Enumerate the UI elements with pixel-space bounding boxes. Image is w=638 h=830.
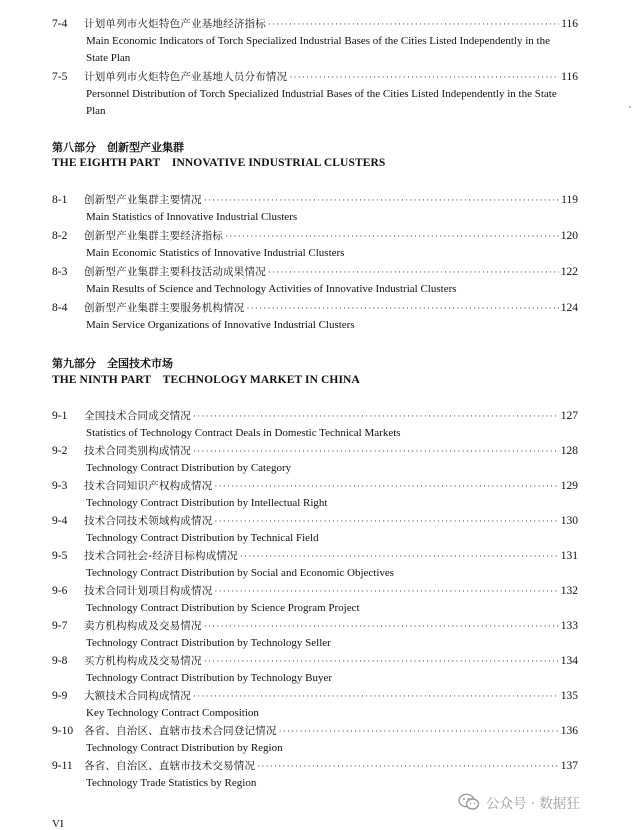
entry-number: 9-2 [52, 445, 68, 457]
watermark [458, 792, 580, 812]
entry-title-en: Technology Contract Distribution by Region [86, 742, 283, 754]
entry-number: 9-6 [52, 585, 68, 597]
entry-title-zh: 大额技术合同构成情况 [84, 690, 191, 702]
entry-title-zh: 各省、自治区、直辖市技术合同登记情况 [84, 725, 277, 737]
toc-entry-9-10[interactable] [52, 723, 578, 757]
dot-leader [279, 723, 559, 740]
toc-entry-7-5[interactable] [52, 69, 578, 120]
entry-page-number: 135 [560, 690, 578, 702]
dot-leader [240, 548, 559, 565]
entry-number: 7-5 [52, 71, 68, 83]
entry-number: 9-3 [52, 480, 68, 492]
entry-number: 8-2 [52, 230, 68, 242]
entry-title-zh: 技术合同知识产权构成情况 [84, 480, 213, 492]
toc-entry-7-4[interactable] [52, 16, 578, 67]
entry-number: 9-9 [52, 690, 68, 702]
entry-title-en: Technology Trade Statistics by Region [86, 777, 257, 789]
toc-entry-8-4[interactable] [52, 300, 578, 334]
entry-title-en: Technology Contract Distribution by Social and Economic Objectives [86, 567, 395, 579]
entry-number: 9-10 [52, 725, 74, 737]
entry-page-number: 128 [560, 445, 578, 457]
entry-title-zh: 创新型产业集群主要经济指标 [84, 230, 224, 242]
entry-title-en: Technology Contract Distribution by Technical Field [86, 532, 319, 544]
entry-page-number: 130 [560, 515, 578, 527]
toc-entry-9-2[interactable] [52, 443, 578, 477]
entry-page-number: 132 [560, 585, 578, 597]
entry-title-en: Personnel Distribution of Torch Specialized Industrial Bases of the Cities Listed Independently in the State Plan [86, 88, 557, 117]
entry-number: 8-4 [52, 302, 68, 314]
toc-entry-9-6[interactable] [52, 583, 578, 617]
entry-number: 9-11 [52, 760, 73, 772]
entry-title-zh: 全国技术合同成交情况 [84, 410, 191, 422]
part-heading-zh: 第九部分 全国技术市场 [52, 357, 173, 370]
dot-leader [268, 264, 559, 281]
toc-entry-9-1[interactable] [52, 408, 578, 442]
dot-leader [193, 688, 559, 705]
toc-entry-9-3[interactable] [52, 478, 578, 512]
toc-entry-8-1[interactable] [52, 192, 578, 226]
entry-title-zh: 计划单列市火炬特色产业基地人员分布情况 [84, 71, 288, 83]
entry-page-number: 129 [560, 480, 578, 492]
entry-page-number: 134 [560, 655, 578, 667]
entry-page-number: 122 [560, 266, 578, 278]
entry-number: 7-4 [52, 18, 68, 30]
entry-title-zh: 各省、自治区、直辖市技术交易情况 [84, 760, 256, 772]
entry-title-zh: 计划单列市火炬特色产业基地经济指标 [84, 18, 266, 30]
entry-title-en: Main Service Organizations of Innovative Industrial Clusters [86, 319, 355, 331]
entry-number: 9-8 [52, 655, 68, 667]
entry-page-number: 124 [560, 302, 578, 314]
toc-entry-9-9[interactable] [52, 688, 578, 722]
entry-page-number: 116 [561, 71, 578, 83]
entry-title-zh: 创新型产业集群主要情况 [84, 194, 202, 206]
entry-title-zh: 技术合同社会-经济目标构成情况 [84, 550, 238, 562]
entry-number: 9-4 [52, 515, 68, 527]
entry-title-zh: 创新型产业集群主要科技活动成果情况 [84, 266, 266, 278]
entry-title-zh: 技术合同技术领域构成情况 [84, 515, 213, 527]
dot-leader [214, 513, 558, 530]
dot-leader [193, 443, 559, 460]
entry-page-number: 120 [560, 230, 578, 242]
dot-leader [193, 408, 559, 425]
toc-entry-9-7[interactable] [52, 618, 578, 652]
entry-page-number: 131 [560, 550, 578, 562]
entry-title-zh: 技术合同类别构成情况 [84, 445, 191, 457]
entry-title-zh: 技术合同计划项目构成情况 [84, 585, 213, 597]
entry-title-en: Main Statistics of Innovative Industrial Clusters [86, 211, 298, 223]
entry-page-number: 116 [561, 18, 578, 30]
entry-title-en: Technology Contract Distribution by Category [86, 462, 292, 474]
watermark-text: 公众号 · 数据狂 [486, 796, 580, 812]
entry-page-number: 127 [560, 410, 578, 422]
entry-title-en: Main Economic Statistics of Innovative Industrial Clusters [86, 247, 345, 259]
dot-leader [214, 583, 558, 600]
dot-leader [204, 192, 559, 209]
part-heading-zh: 第八部分 创新型产业集群 [52, 141, 184, 154]
entry-title-en: Main Results of Science and Technology Activities of Innovative Industrial Clusters [86, 283, 457, 295]
entry-number: 9-1 [52, 410, 68, 422]
entry-number: 8-3 [52, 266, 68, 278]
entry-number: 8-1 [52, 194, 68, 206]
entry-title-en: Technology Contract Distribution by Science Program Project [86, 602, 360, 614]
dot-leader [257, 758, 559, 775]
toc-entry-9-8[interactable] [52, 653, 578, 687]
part-heading-en: THE NINTH PART TECHNOLOGY MARKET IN CHINA [52, 374, 360, 386]
entry-title-zh: 买方机构构成及交易情况 [84, 655, 202, 667]
dot-leader [247, 300, 559, 317]
part-heading-en: THE EIGHTH PART INNOVATIVE INDUSTRIAL CLUSTERS [52, 157, 386, 169]
entry-page-number: 133 [560, 620, 578, 632]
entry-title-zh: 卖方机构构成及交易情况 [84, 620, 202, 632]
dot-leader [225, 228, 559, 245]
entry-title-en: Technology Contract Distribution by Technology Buyer [86, 672, 333, 684]
entry-title-en: Technology Contract Distribution by Technology Seller [86, 637, 331, 649]
entry-number: 9-5 [52, 550, 68, 562]
dot-leader [204, 653, 559, 670]
entry-title-zh: 创新型产业集群主要服务机构情况 [84, 302, 245, 314]
wechat-icon [458, 793, 480, 811]
entry-page-number: 119 [561, 194, 578, 206]
toc-entry-9-4[interactable] [52, 513, 578, 547]
entry-page-number: 137 [560, 760, 578, 772]
entry-title-en: Statistics of Technology Contract Deals in Domestic Technical Markets [86, 427, 401, 439]
dot-leader [204, 618, 559, 635]
entry-number: 9-7 [52, 620, 68, 632]
toc-entry-9-11[interactable] [52, 758, 578, 792]
toc-entry-8-2[interactable] [52, 228, 578, 262]
page-footer-number: VI [52, 818, 64, 830]
toc-entry-9-5[interactable] [52, 548, 578, 582]
entry-title-en: Main Economic Indicators of Torch Specialized Industrial Bases of the Cities Listed Independently in the State Plan [86, 35, 550, 64]
scroll-marker [629, 106, 631, 108]
entry-page-number: 136 [560, 725, 578, 737]
dot-leader [268, 16, 559, 33]
entry-title-en: Technology Contract Distribution by Intellectual Right [86, 497, 328, 509]
entry-title-en: Key Technology Contract Composition [86, 707, 259, 719]
dot-leader [289, 69, 559, 86]
toc-entry-8-3[interactable] [52, 264, 578, 298]
dot-leader [214, 478, 558, 495]
